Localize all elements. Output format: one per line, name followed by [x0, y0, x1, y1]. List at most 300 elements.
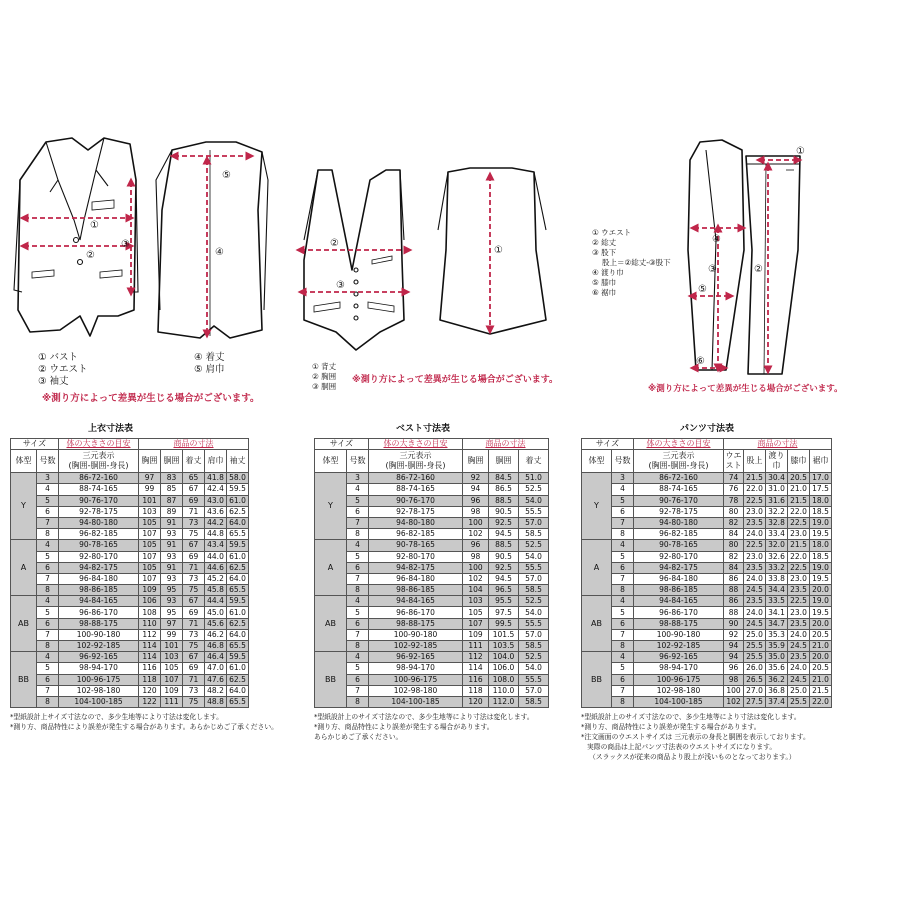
table-cell: 23.5 [788, 618, 810, 629]
table-row [11, 484, 249, 495]
table-cell: 6 [37, 674, 59, 685]
table-row [11, 540, 249, 551]
table-cell: 94.5 [489, 573, 519, 584]
column-header-line: 三元表示 [399, 451, 432, 461]
table-cell: 96-84-180 [369, 573, 463, 584]
table-cell: 118 [139, 674, 161, 685]
table-cell: 23.0 [744, 506, 766, 517]
table-cell: 90-76-170 [634, 495, 724, 506]
table-cell: 52.5 [519, 596, 549, 607]
table-cell: 47.6 [205, 674, 227, 685]
svg-text:②: ② [86, 250, 95, 261]
vest-size-table [314, 438, 549, 708]
table-row [11, 562, 249, 573]
table-row [315, 517, 549, 528]
column-header-line: 着丈 [525, 456, 542, 466]
table-cell: 8 [612, 585, 634, 596]
vest-table-title: ベスト寸法表 [396, 424, 451, 434]
table-cell: 7 [612, 517, 634, 528]
table-cell: 92.5 [489, 517, 519, 528]
table-cell: 91 [161, 517, 183, 528]
table-row [315, 685, 549, 696]
table-cell: 23.5 [788, 652, 810, 663]
table-cell: 105 [161, 663, 183, 674]
legend-item: 股上＝②総丈-③股下 [602, 258, 671, 267]
table-cell: 21.0 [810, 641, 832, 652]
table-row [582, 696, 832, 707]
table-cell: 94-84-165 [634, 596, 724, 607]
column-header-line: 裾巾 [812, 456, 829, 466]
svg-text:③: ③ [708, 264, 717, 275]
table-cell: 52.5 [519, 652, 549, 663]
table-cell: 42.4 [205, 484, 227, 495]
table-cell: 61.0 [227, 495, 249, 506]
table-row [582, 629, 832, 640]
body-type-cell: A [582, 540, 612, 596]
table-cell: 55.5 [519, 674, 549, 685]
table-cell: 93 [161, 573, 183, 584]
table-cell: 45.6 [205, 618, 227, 629]
table-row [11, 652, 249, 663]
table-cell: 7 [347, 573, 369, 584]
table-cell: 96-84-180 [59, 573, 139, 584]
table-cell: 51.0 [519, 473, 549, 484]
table-cell: 25.0 [788, 685, 810, 696]
table-cell: 104 [463, 585, 489, 596]
table-cell: 106 [139, 596, 161, 607]
table-cell: 105 [139, 517, 161, 528]
column-header [489, 450, 519, 473]
table-cell: 44.6 [205, 562, 227, 573]
table-cell: 5 [347, 663, 369, 674]
table-cell: 62.5 [227, 506, 249, 517]
table-row [582, 506, 832, 517]
table-row [11, 473, 249, 484]
column-header [315, 450, 347, 473]
table-cell: 95 [161, 607, 183, 618]
table-cell: 100-96-175 [369, 674, 463, 685]
legend-item: ③ 股下 [592, 248, 617, 257]
table-row [315, 573, 549, 584]
table-cell: 21.5 [744, 473, 766, 484]
table-cell: 104-100-185 [369, 696, 463, 707]
note: あらかじめご了承ください。 [314, 733, 403, 741]
table-cell: 86 [724, 573, 744, 584]
table-cell: 7 [612, 573, 634, 584]
vest-warning: ※測り方によって差異が生じる場合がございます。 [352, 375, 559, 385]
column-header [724, 450, 744, 473]
table-cell: 73 [183, 685, 205, 696]
body-type-cell: Y [582, 473, 612, 540]
body-type-cell: A [315, 540, 347, 596]
table-cell: 32.6 [766, 551, 788, 562]
body-type-cell: AB [582, 596, 612, 652]
column-header-line: 三元表示 [82, 451, 115, 461]
table-cell: 61.0 [227, 607, 249, 618]
column-header-line: 胸囲 [141, 456, 158, 466]
table-cell: 7 [347, 517, 369, 528]
table-row [582, 618, 832, 629]
table-cell: 98-86-185 [369, 585, 463, 596]
table-cell: 88.5 [489, 495, 519, 506]
legend-item: ② 総丈 [592, 238, 617, 247]
table-cell: 103.5 [489, 641, 519, 652]
table-cell: 107 [161, 674, 183, 685]
table-cell: 27.5 [744, 696, 766, 707]
table-cell: 100 [463, 562, 489, 573]
table-cell: 8 [37, 696, 59, 707]
table-cell: 96 [463, 540, 489, 551]
table-cell: 23.5 [788, 585, 810, 596]
table-cell: 22.0 [788, 506, 810, 517]
table-row [582, 573, 832, 584]
table-cell: 5 [612, 551, 634, 562]
table-cell: 20.5 [810, 629, 832, 640]
table-cell: 108.0 [489, 674, 519, 685]
table-cell: 104.0 [489, 652, 519, 663]
table-cell: 43.4 [205, 540, 227, 551]
table-cell: 102-92-185 [369, 641, 463, 652]
table-cell: 107 [139, 573, 161, 584]
table-cell: 99 [139, 484, 161, 495]
column-header-line: 体型 [322, 456, 339, 466]
table-cell: 8 [37, 641, 59, 652]
table-cell: 82 [724, 517, 744, 528]
table-cell: 71 [183, 562, 205, 573]
table-cell: 94-80-180 [634, 517, 724, 528]
table-row [11, 629, 249, 640]
column-header [788, 450, 810, 473]
table-cell: 4 [612, 652, 634, 663]
table-row [11, 618, 249, 629]
svg-text:③: ③ [121, 239, 130, 250]
table-cell: 98-86-185 [59, 585, 139, 596]
column-header [227, 450, 249, 473]
table-cell: 8 [347, 529, 369, 540]
table-row [315, 674, 549, 685]
table-cell: 98-88-175 [59, 618, 139, 629]
table-cell: 35.3 [766, 629, 788, 640]
table-cell: 3 [612, 473, 634, 484]
table-cell: 100-90-180 [634, 629, 724, 640]
table-cell: 62.5 [227, 618, 249, 629]
table-cell: 54.0 [519, 551, 549, 562]
table-cell: 96-82-185 [59, 529, 139, 540]
table-row [315, 540, 549, 551]
table-row [582, 540, 832, 551]
column-header [612, 450, 634, 473]
table-cell: 88 [724, 607, 744, 618]
table-cell: 96-82-185 [634, 529, 724, 540]
table-cell: 37.4 [766, 696, 788, 707]
table-cell: 8 [612, 641, 634, 652]
table-cell: 95.5 [489, 596, 519, 607]
table-row [582, 495, 832, 506]
column-header [519, 450, 549, 473]
table-cell: 106.0 [489, 663, 519, 674]
table-cell: 18.0 [810, 540, 832, 551]
pants-warning: ※測り方によって差異が生じる場合がございます。 [648, 384, 843, 394]
table-cell: 94-84-165 [59, 596, 139, 607]
table-row [11, 573, 249, 584]
table-cell: 43.6 [205, 506, 227, 517]
table-cell: 103 [463, 596, 489, 607]
table-cell: 103 [139, 506, 161, 517]
column-header-line: 体型 [15, 456, 32, 466]
table-cell: 118 [463, 685, 489, 696]
table-cell: 4 [612, 540, 634, 551]
jacket-front-diagram [14, 138, 138, 336]
jacket-notes [10, 712, 278, 732]
column-header-line: 号数 [614, 456, 631, 466]
table-cell: 90 [724, 618, 744, 629]
table-row [11, 495, 249, 506]
table-cell: 101 [139, 495, 161, 506]
column-header [463, 450, 489, 473]
table-cell: 110 [139, 618, 161, 629]
table-cell: 21.5 [788, 495, 810, 506]
column-header-line: 渡り [768, 451, 785, 461]
table-cell: 114 [139, 641, 161, 652]
table-cell: 90-76-170 [369, 495, 463, 506]
table-cell: 96-82-185 [369, 529, 463, 540]
body-type-cell: AB [315, 596, 347, 652]
table-cell: 6 [347, 674, 369, 685]
column-header [37, 450, 59, 473]
table-cell: 111 [161, 696, 183, 707]
table-cell: 18.0 [810, 495, 832, 506]
table-cell: 82 [724, 551, 744, 562]
table-cell: 75 [183, 529, 205, 540]
svg-text:①: ① [494, 245, 503, 256]
pants-table-title: パンツ寸法表 [680, 424, 735, 434]
table-cell: 7 [37, 517, 59, 528]
svg-text:⑥: ⑥ [696, 356, 705, 367]
table-cell: 65 [183, 473, 205, 484]
table-cell: 7 [37, 685, 59, 696]
vest-size-table-wrap [314, 438, 549, 708]
table-cell: 100-90-180 [59, 629, 139, 640]
pants-legend [592, 228, 671, 298]
table-cell: 92 [724, 629, 744, 640]
table-cell: 88-74-165 [59, 484, 139, 495]
table-cell: 96-84-180 [634, 573, 724, 584]
table-cell: 54.0 [519, 663, 549, 674]
table-cell: 75 [183, 641, 205, 652]
table-cell: 86-72-160 [369, 473, 463, 484]
table-cell: 19.0 [810, 596, 832, 607]
column-header-line: スト [725, 461, 742, 471]
jacket-table-title: 上衣寸法表 [88, 424, 134, 434]
table-cell: 18.5 [810, 551, 832, 562]
table-cell: 48.2 [205, 685, 227, 696]
table-cell: 24.5 [744, 618, 766, 629]
table-cell: 93 [161, 596, 183, 607]
table-cell: 102-92-185 [634, 641, 724, 652]
legend-item: ② ウエスト [38, 364, 88, 375]
table-cell: 96 [724, 663, 744, 674]
table-cell: 8 [37, 585, 59, 596]
column-header-line: (胸囲-胴囲-身長) [68, 461, 129, 471]
table-cell: 6 [347, 506, 369, 517]
legend-item: ② 胸囲 [312, 372, 337, 381]
table-cell: 6 [347, 618, 369, 629]
table-cell: 6 [347, 562, 369, 573]
table-cell: 86 [724, 596, 744, 607]
table-cell: 57.0 [519, 573, 549, 584]
svg-text:④: ④ [712, 234, 721, 245]
table-cell: 21.5 [810, 685, 832, 696]
table-cell: 98 [463, 551, 489, 562]
vest-front-diagram [300, 170, 408, 350]
table-cell: 98-94-170 [634, 663, 724, 674]
table-row [315, 596, 549, 607]
header-size: サイズ [11, 439, 59, 450]
table-cell: 101 [161, 641, 183, 652]
table-cell: 104-100-185 [634, 696, 724, 707]
table-cell: 24.5 [788, 641, 810, 652]
table-cell: 24.5 [744, 585, 766, 596]
table-cell: 6 [612, 562, 634, 573]
legend-item: ④ 渡り巾 [592, 268, 624, 277]
table-cell: 98 [463, 506, 489, 517]
column-header-line: 体型 [588, 456, 605, 466]
table-cell: 31.6 [766, 495, 788, 506]
table-row [315, 652, 549, 663]
table-cell: 25.5 [744, 641, 766, 652]
column-header-line: 股上 [746, 456, 763, 466]
note: *型紙設計上のサイズ寸法なので、多少生地等により寸法は変化します。 [314, 713, 534, 721]
header-size: サイズ [315, 439, 369, 450]
table-cell: 67 [183, 484, 205, 495]
table-cell: 5 [612, 663, 634, 674]
table-cell: 20.0 [810, 652, 832, 663]
table-cell: 61.0 [227, 551, 249, 562]
table-row [11, 663, 249, 674]
table-cell: 25.5 [744, 652, 766, 663]
pants-size-table [581, 438, 832, 708]
table-row [582, 562, 832, 573]
table-cell: 92.5 [489, 562, 519, 573]
table-cell: 19.5 [810, 529, 832, 540]
table-cell: 45.0 [205, 607, 227, 618]
table-cell: 36.8 [766, 685, 788, 696]
column-header [139, 450, 161, 473]
table-cell: 98 [724, 674, 744, 685]
table-cell: 96-86-170 [59, 607, 139, 618]
table-cell: 65.5 [227, 641, 249, 652]
svg-text:⑤: ⑤ [698, 284, 707, 295]
table-cell: 86-72-160 [59, 473, 139, 484]
column-header-line: 膝巾 [790, 456, 807, 466]
table-cell: 102-98-180 [59, 685, 139, 696]
table-cell: 57.0 [519, 629, 549, 640]
table-row [582, 652, 832, 663]
table-cell: 64.0 [227, 685, 249, 696]
table-cell: 5 [37, 663, 59, 674]
jacket-warning: ※測り方によって差異が生じる場合がございます。 [42, 393, 260, 404]
table-cell: 46.8 [205, 641, 227, 652]
table-cell: 69 [183, 607, 205, 618]
table-cell: 23.5 [744, 517, 766, 528]
table-cell: 120 [463, 696, 489, 707]
table-cell: 97.5 [489, 607, 519, 618]
table-cell: 90-78-165 [369, 540, 463, 551]
table-cell: 62.5 [227, 674, 249, 685]
column-header-line: 胸囲 [467, 456, 484, 466]
column-header [183, 450, 205, 473]
header-body-guide: 体の大きさの目安 [369, 439, 463, 450]
table-cell: 22.0 [810, 696, 832, 707]
table-cell: 22.5 [744, 495, 766, 506]
table-cell: 102-92-185 [59, 641, 139, 652]
column-header-line: ウエ [725, 451, 742, 461]
table-cell: 100 [724, 685, 744, 696]
table-cell: 97 [161, 618, 183, 629]
table-cell: 7 [612, 685, 634, 696]
table-cell: 100-90-180 [369, 629, 463, 640]
table-cell: 32.8 [766, 517, 788, 528]
table-cell: 91 [161, 562, 183, 573]
table-cell: 32.2 [766, 506, 788, 517]
table-cell: 59.5 [227, 596, 249, 607]
table-cell: 17.5 [810, 484, 832, 495]
table-cell: 110.0 [489, 685, 519, 696]
table-cell: 23.0 [788, 573, 810, 584]
table-cell: 112.0 [489, 696, 519, 707]
table-cell: 114 [463, 663, 489, 674]
table-cell: 7 [347, 685, 369, 696]
table-cell: 65.5 [227, 529, 249, 540]
table-cell: 90-76-170 [59, 495, 139, 506]
table-cell: 86-72-160 [634, 473, 724, 484]
table-cell: 54.0 [519, 495, 549, 506]
column-header-line: 三元表示 [662, 451, 695, 461]
jacket-legend [38, 352, 88, 388]
table-cell: 94-80-180 [369, 517, 463, 528]
table-cell: 92 [463, 473, 489, 484]
table-row [11, 685, 249, 696]
note: *型紙設計上のサイズ寸法なので、多少生地等により寸法は変化します。 [581, 713, 801, 721]
table-row [582, 551, 832, 562]
table-cell: 8 [347, 585, 369, 596]
table-cell: 24.0 [744, 607, 766, 618]
table-cell: 55.5 [519, 506, 549, 517]
jacket-size-table-wrap [10, 438, 249, 708]
table-cell: 24.0 [744, 529, 766, 540]
table-cell: 4 [347, 540, 369, 551]
table-cell: 111 [463, 641, 489, 652]
table-cell: 6 [37, 562, 59, 573]
table-cell: 21.5 [788, 540, 810, 551]
table-cell: 55.5 [519, 618, 549, 629]
table-cell: 19.0 [810, 517, 832, 528]
table-row [315, 562, 549, 573]
table-row [315, 506, 549, 517]
table-row [582, 663, 832, 674]
table-cell: 73 [183, 573, 205, 584]
table-cell: 55.5 [519, 562, 549, 573]
header-product-size: 商品の寸法 [463, 439, 549, 450]
table-cell: 90.5 [489, 551, 519, 562]
table-row [11, 696, 249, 707]
table-cell: 44.4 [205, 596, 227, 607]
body-type-cell: BB [582, 652, 612, 708]
table-cell: 7 [612, 629, 634, 640]
table-cell: 96-92-165 [59, 652, 139, 663]
table-row [582, 596, 832, 607]
table-cell: 3 [37, 473, 59, 484]
